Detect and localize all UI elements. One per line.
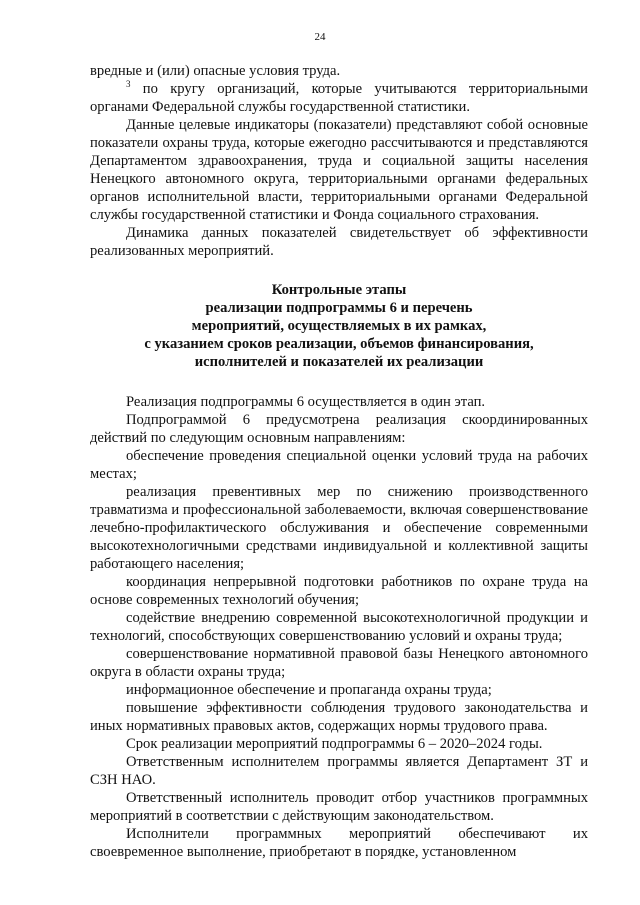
footnote-text: по кругу организаций, которые учитываются территориальными органами Федеральной службы государственной статистики. [90,81,588,115]
heading-line: реализации подпрограммы 6 и перечень [205,300,473,316]
heading-line: Контрольные этапы [271,282,407,298]
paragraph-responsible: Ответственным исполнителем программы является Департамент ЗТ и СЗН НАО. [90,754,588,788]
heading-line: исполнителей и показателей их реализации [194,354,484,370]
list-item-assessment: обеспечение проведения специальной оценки условий труда на рабочих местах; [90,448,588,482]
document-body [90,62,588,861]
paragraph-indicators: Данные целевые индикаторы (показатели) представляют собой основные показатели охраны труда, которые ежегодно рассчитываются и представляются Департаментом здравоохранения, труда и социальной защиты населения Ненецкого автономного округа, территориальными органами федеральных органов исполнительной власти, территориальными органами Федеральной службы государственной статистики и Фонда социального страхования. [90,117,588,223]
paragraph-stage: Реализация подпрограммы 6 осуществляется в один этап. [126,394,486,410]
paragraph-selection: Ответственный исполнитель проводит отбор участников программных мероприятий в соответствии с действующим законодательством. [90,790,588,824]
heading-line: с указанием сроков реализации, объемов финансирования, [144,336,534,352]
list-item-technology: содействие внедрению современной высокотехнологичной продукции и технологий, способствующих совершенствованию условий и охраны труда; [90,610,588,644]
paragraph-directions-intro: Подпрограммой 6 предусмотрена реализация скоординированных действий по следующим основным направлениям: [90,412,588,446]
heading-line: мероприятий, осуществляемых в их рамках, [191,318,487,334]
footnote-marker: 3 [126,79,131,90]
list-item-training: координация непрерывной подготовки работников по охране труда на основе современных технологий обучения; [90,574,588,608]
list-item-information: информационное обеспечение и пропаганда охраны труда; [126,682,492,698]
page-number: 24 [314,31,326,43]
paragraph-term: Срок реализации мероприятий подпрограммы 6 – 2020–2024 годы. [126,736,543,752]
paragraph-continuation: вредные и (или) опасные условия труда. [90,63,341,79]
list-item-legal-base: совершенствование нормативной правовой базы Ненецкого автономного округа в области охраны труда; [90,646,588,680]
list-item-compliance: повышение эффективности соблюдения трудового законодательства и иных нормативных правовых актов, содержащих нормы трудового права. [90,700,588,734]
list-item-prevention: реализация превентивных мер по снижению производственного травматизма и профессиональной заболеваемости, включая совершенствование лечебно-профилактического обслуживания и обеспечение современными высокотехнологичными средствами индивидуальной и коллективной защиты работающего населения; [90,484,588,572]
paragraph-executors: Исполнители программных мероприятий обеспечивают их своевременное выполнение, приобретают в порядке, установленном [90,826,588,860]
paragraph-dynamics: Динамика данных показателей свидетельствует об эффективности реализованных мероприятий. [90,225,588,259]
section-heading [90,281,588,371]
paragraph-footnote-3 [90,80,588,116]
